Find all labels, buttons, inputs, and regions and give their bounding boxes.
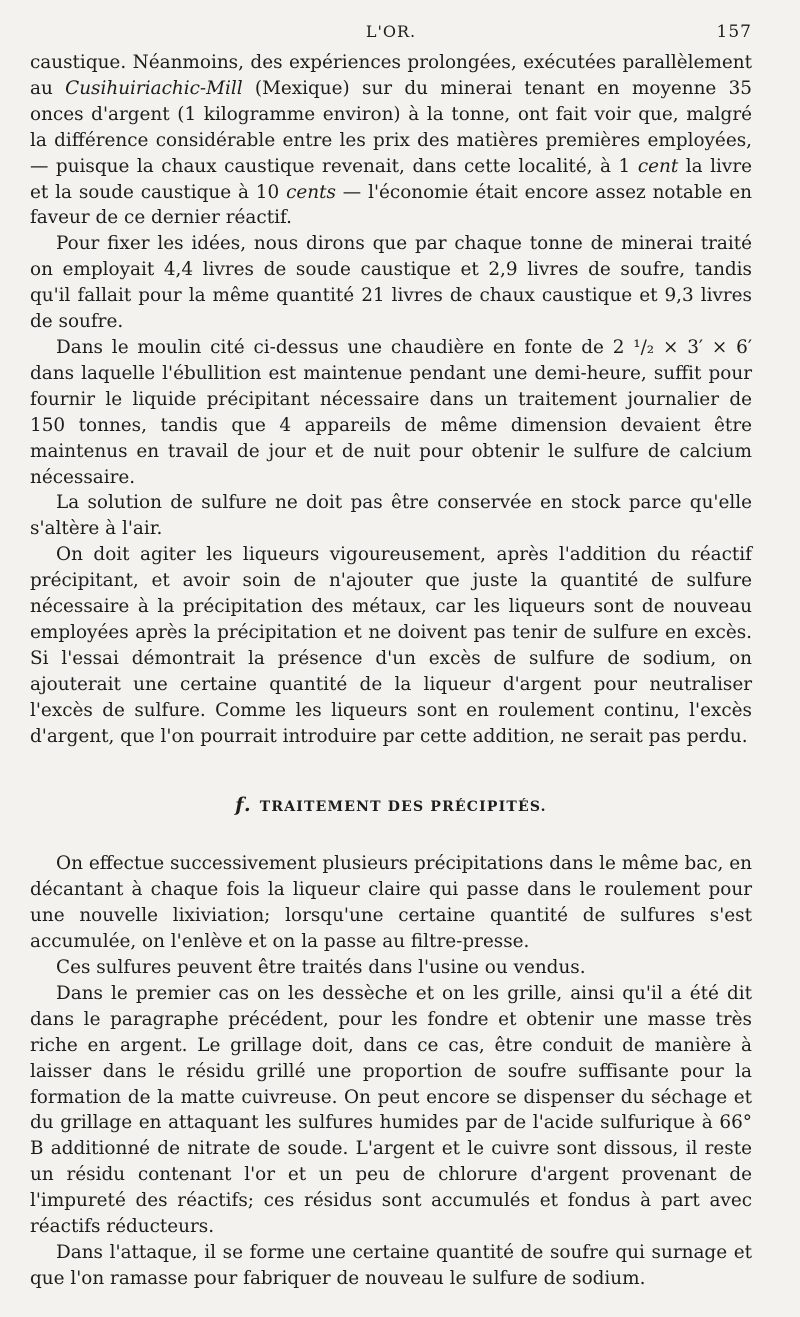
body-text	[30, 50, 752, 1292]
text-segment: Dans le moulin cité ci-dessus une chaudière en fonte de	[56, 336, 613, 358]
running-head	[30, 20, 752, 50]
text-segment: caustique. Néanmoins, des expériences prolongées, exécutées parallèlement au	[30, 52, 752, 99]
paragraph-5: On doit agiter les liqueurs vigoureusement, après l'addition du réactif précipitant, et avoir soin de n'ajouter que juste la quantité de sulfure nécessaire à la précipitation des métaux, car les liqueurs sont de nouveau employées après la précipitation et ne doivent pas tenir de sulfure en excès. Si l'essai démontrait la présence d'un excès de sulfure de sodium, on ajouterait une certaine quantité de la liqueur d'argent pour neutraliser l'excès de sulfure. Comme les liqueurs sont en roulement continu, l'excès d'argent, que l'on pourrait introduire par cette addition, ne serait pas perdu.	[30, 544, 752, 747]
paragraph-4: La solution de sulfure ne doit pas être conservée en stock parce qu'elle s'altère à l'air.	[30, 492, 752, 540]
unit-cents: cents	[286, 181, 336, 203]
paragraph-3	[30, 335, 752, 490]
running-title: L'OR.	[365, 22, 417, 41]
section-title: TRAITEMENT DES PRÉCIPITÉS.	[259, 799, 547, 816]
paragraph-8: Dans le premier cas on les dessèche et on les grille, ainsi qu'il a été dit dans le paragraphe précédent, pour les fondre et obtenir une masse très riche en argent. Le grillage doit, dans ce cas, être conduit de manière à laisser dans le résidu grillé une proportion de soufre suffisante pour la formation de la matte cuivreuse. On peut encore se dispenser du séchage et du grillage en attaquant les sulfures humides par de l'acide sulfurique à 66° B additionné de nitrate de soude. L'argent et le cuivre sont dissous, il reste un résidu contenant l'or et un peu de chlorure d'argent provenant de l'impureté des réactifs; ces résidus sont accumulés et fondus à part avec réactifs réducteurs.	[30, 982, 752, 1238]
text-segment: la livre et la soude caustique à 10	[30, 155, 752, 203]
section-heading	[30, 793, 752, 821]
section-letter: f.	[235, 794, 252, 817]
boiler-dimension: 2 ¹/₂ × 3′ × 6′	[612, 336, 752, 358]
text-segment: (Mexique) sur du minerai tenant en moyenne 35 onces d'argent (1 kilogramme environ) à la tonne, ont fait voir que, malgré la différence considérable entre les prix des matières premières employées, — puisque la chaux caustique revenait, dans cette localité, à 1	[30, 77, 753, 177]
text-segment: dans laquelle l'ébullition est maintenue pendant une demi-heure, suffit pour fournir le liquide précipitant nécessaire dans un traitement journalier de 150 tonnes, tandis que 4 appareils de même dimension devaient être maintenus en travail de jour et de nuit pour obtenir le sulfure de calcium nécessaire.	[30, 362, 752, 488]
paragraph-7: Ces sulfures peuvent être traités dans l'usine ou vendus.	[56, 957, 586, 978]
text-segment: — l'économie était encore assez notable en faveur de ce dernier réactif.	[30, 181, 752, 229]
paragraph-9: Dans l'attaque, il se forme une certaine quantité de soufre qui surnage et que l'on ramasse pour fabriquer de nouveau le sulfure de sodium.	[30, 1241, 752, 1289]
unit-cent: cent	[637, 155, 679, 177]
paragraph-6: On effectue successivement plusieurs précipitations dans le même bac, en décantant à chaque fois la liqueur claire qui passe dans le roulement pour une nouvelle lixiviation; lorsqu'une certaine quantité de sulfures s'est accumulée, on l'enlève et on la passe au filtre-presse.	[30, 853, 752, 953]
book-page	[30, 20, 752, 1295]
paragraph-1	[30, 50, 752, 231]
paragraph-2: Pour fixer les idées, nous dirons que par chaque tonne de minerai traité on employait 4,4 livres de soude caustique et 2,9 livres de soufre, tandis qu'il fallait pour la même quantité 21 livres de chaux caustique et 9,3 livres de soufre.	[30, 233, 752, 333]
page-number: 157	[716, 22, 752, 42]
mill-name: Cusihuiriachic-Mill	[65, 77, 243, 99]
